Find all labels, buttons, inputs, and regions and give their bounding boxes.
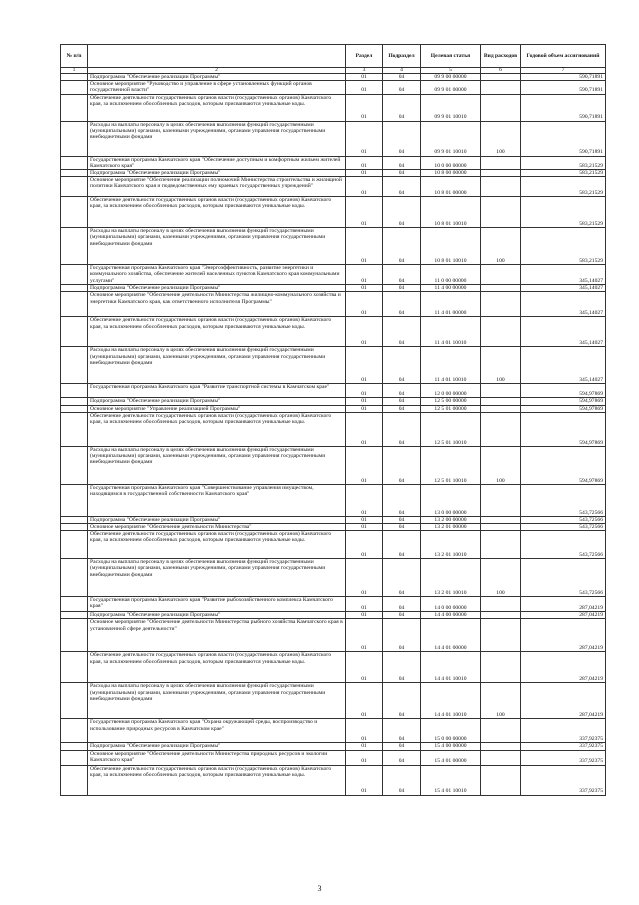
row-subsection: 04 [383,750,421,765]
row-amount: 594,97869 [521,412,606,446]
row-subsection: 04 [383,405,421,412]
row-amount: 345,14027 [521,265,606,285]
row-number [61,446,88,484]
table-row [61,743,606,750]
row-amount: 337,92375 [521,750,606,765]
table-row [61,524,606,531]
row-expense-type [481,292,521,317]
row-section: 01 [346,170,383,177]
row-number [61,719,88,743]
table-row [61,405,606,412]
table-row [61,121,606,156]
row-target: 15 4 01 10010 [421,765,481,795]
row-target: 14 4 01 10010 [421,652,481,683]
row-section: 01 [346,597,383,612]
row-number [61,412,88,446]
row-expense-type [481,484,521,516]
column-number: 4 [383,68,421,74]
row-number [61,765,88,795]
row-target: 12 5 01 10010 [421,412,481,446]
row-name: Расходы на выплаты персоналу в целях обеспечения выполнения функций государственными (муниципальными) органами, казенными учреждениями, органами управления государственными внебюджетными фондами [88,559,346,597]
row-subsection: 04 [383,265,421,285]
row-number [61,81,88,94]
row-name: Государственная программа Камчатского края "Развитие рыбохозяйственного комплекса Камчатского края" [88,597,346,612]
header-name [88,45,346,68]
row-subsection: 04 [383,524,421,531]
row-section: 01 [346,74,383,81]
row-expense-type: 100 [481,559,521,597]
table-row [61,285,606,292]
row-number [61,619,88,652]
row-target: 13 2 00 00000 [421,516,481,523]
row-expense-type [481,750,521,765]
row-target: 10 0 00 00000 [421,156,481,169]
header-num: № п/п [61,45,88,68]
row-number [61,683,88,719]
row-amount: 583,21529 [521,197,606,228]
row-amount: 543,72566 [521,559,606,597]
row-number [61,524,88,531]
row-name: Обеспечение деятельности государственных органов власти (государственных органов) Камчатского края, за исключением обособленных расходов, которым присваиваются уникальные коды. [88,531,346,559]
row-expense-type: 100 [481,121,521,156]
row-number [61,516,88,523]
row-section: 01 [346,412,383,446]
row-number [61,398,88,405]
row-name: Обеспечение деятельности государственных органов власти (государственных органов) Камчатского края, за исключением обособленных расходов, которым присваиваются уникальные коды. [88,197,346,228]
row-name: Основное мероприятие "Обеспечение реализации полномочий Министерства строительства и жилищной политики Камчатского края и подведомственных ему краевых государственных учреждений" [88,177,346,197]
row-subsection: 04 [383,619,421,652]
table-row [61,484,606,516]
row-number [61,292,88,317]
row-section: 01 [346,121,383,156]
row-expense-type [481,265,521,285]
row-expense-type [481,94,521,121]
row-expense-type [481,719,521,743]
table-row [61,81,606,94]
row-section: 01 [346,765,383,795]
row-subsection: 04 [383,683,421,719]
row-section: 01 [346,317,383,347]
row-target: 10 8 01 10010 [421,197,481,228]
row-amount: 337,92375 [521,719,606,743]
row-name: Государственная программа Камчатского края "Развитие транспортной системы в Камчатском крае" [88,384,346,398]
row-subsection: 04 [383,292,421,317]
row-expense-type [481,412,521,446]
row-number [61,597,88,612]
column-number: 1 [61,68,88,74]
row-name: Подпрограмма "Обеспечение реализации Программы" [88,285,346,292]
row-section: 01 [346,743,383,750]
row-number [61,750,88,765]
row-expense-type: 100 [481,228,521,265]
row-amount: 594,97869 [521,405,606,412]
row-section: 01 [346,531,383,559]
row-section: 01 [346,398,383,405]
row-target: 11 0 00 00000 [421,265,481,285]
row-number [61,197,88,228]
table-row [61,531,606,559]
budget-table [60,44,606,796]
table-row [61,750,606,765]
row-number [61,743,88,750]
row-name: Обеспечение деятельности государственных органов власти (государственных органов) Камчатского края, за исключением обособленных расходов, которым присваиваются уникальные коды. [88,412,346,446]
row-name: Расходы на выплаты персоналу в целях обеспечения выполнения функций государственными (муниципальными) органами, казенными учреждениями, органами управления государственными внебюджетными фондами [88,347,346,384]
row-target: 12 0 00 00000 [421,384,481,398]
row-name: Подпрограмма "Обеспечение реализации Программы" [88,516,346,523]
page-number: 3 [317,884,322,893]
row-section: 01 [346,292,383,317]
row-target: 09 9 01 00000 [421,81,481,94]
row-expense-type [481,81,521,94]
row-subsection: 04 [383,74,421,81]
row-expense-type [481,317,521,347]
row-amount: 583,21529 [521,156,606,169]
row-section: 01 [346,524,383,531]
table-row [61,559,606,597]
row-name: Государственная программа Камчатского края "Обеспечение доступным и комфортным жильем жителей Камчатского края" [88,156,346,169]
row-section: 01 [346,750,383,765]
row-number [61,285,88,292]
table-row [61,765,606,795]
row-number [61,177,88,197]
row-target: 12 5 00 00000 [421,398,481,405]
row-expense-type [481,531,521,559]
row-name: Расходы на выплаты персоналу в целях обеспечения выполнения функций государственными (муниципальными) органами, казенными учреждениями, органами управления государственными внебюджетными фондами [88,446,346,484]
table-row [61,516,606,523]
row-name: Подпрограмма "Обеспечение реализации Программы" [88,743,346,750]
row-number [61,384,88,398]
row-section: 01 [346,405,383,412]
row-name: Подпрограмма "Обеспечение реализации Программы" [88,170,346,177]
row-number [61,652,88,683]
row-section: 01 [346,384,383,398]
table-row [61,265,606,285]
row-name: Государственная программа Камчатского края "Совершенствование управления имуществом, находящимся в государственной собственности Камчатского края" [88,484,346,516]
row-amount: 337,92375 [521,743,606,750]
row-section: 01 [346,347,383,384]
row-amount: 345,14027 [521,317,606,347]
row-amount: 594,97869 [521,446,606,484]
row-amount: 345,14027 [521,292,606,317]
row-amount: 287,04219 [521,683,606,719]
row-expense-type [481,177,521,197]
row-amount: 287,04219 [521,597,606,612]
row-target: 14 4 01 00000 [421,619,481,652]
row-subsection: 04 [383,612,421,619]
row-subsection: 04 [383,81,421,94]
row-name: Основное мероприятие "Обеспечение деятельности Министерства" [88,524,346,531]
row-subsection: 04 [383,285,421,292]
row-target: 14 0 00 00000 [421,597,481,612]
row-section: 01 [346,94,383,121]
row-name: Расходы на выплаты персоналу в целях обеспечения выполнения функций государственными (муниципальными) органами, казенными учреждениями, органами управления государственными внебюджетными фондами [88,121,346,156]
row-expense-type: 100 [481,683,521,719]
row-amount: 543,72566 [521,524,606,531]
column-number: 6 [481,68,521,74]
row-subsection: 04 [383,412,421,446]
table-row [61,170,606,177]
row-expense-type [481,197,521,228]
row-name: Обеспечение деятельности государственных органов власти (государственных органов) Камчатского края, за исключением обособленных расходов, которым присваиваются уникальные коды. [88,765,346,795]
row-amount: 590,71891 [521,74,606,81]
row-amount: 590,71891 [521,121,606,156]
row-number [61,531,88,559]
row-number [61,265,88,285]
column-number: 3 [346,68,383,74]
row-subsection: 04 [383,765,421,795]
row-expense-type [481,405,521,412]
row-expense-type [481,652,521,683]
row-subsection: 04 [383,531,421,559]
row-number [61,156,88,169]
row-name: Основное мероприятие "Обеспечение деятельности Министерства жилищно-коммунального хозяйства и энергетики Камчатского края, как ответственного исполнителя Программы" [88,292,346,317]
row-name: Основное мероприятие "Руководство и управление в сфере установленных функций органов государственной власти" [88,81,346,94]
row-amount: 590,71891 [521,81,606,94]
row-target: 13 2 01 10010 [421,559,481,597]
row-target: 09 9 01 10010 [421,121,481,156]
row-target: 13 2 01 10010 [421,531,481,559]
table-row [61,683,606,719]
row-amount: 345,14027 [521,285,606,292]
header-expense-type: Вид расходов [481,45,521,68]
header-subsection: Подраздел [383,45,421,68]
row-name: Подпрограмма "Обеспечение реализации Программы" [88,74,346,81]
row-number [61,559,88,597]
table-row [61,719,606,743]
row-subsection: 04 [383,228,421,265]
row-name: Основное мероприятие "Управление реализацией Программы" [88,405,346,412]
row-target: 13 2 01 00000 [421,524,481,531]
row-target: 15 4 00 00000 [421,743,481,750]
row-expense-type [481,170,521,177]
row-name: Основное мероприятие "Обеспечение деятельности Министерства рыбного хозяйства Камчатского края в установленной сфере деятельности" [88,619,346,652]
row-subsection: 04 [383,743,421,750]
row-subsection: 04 [383,398,421,405]
row-number [61,405,88,412]
row-target: 15 4 01 00000 [421,750,481,765]
table-row [61,612,606,619]
row-section: 01 [346,197,383,228]
table-row [61,597,606,612]
header-target: Целевая статья [421,45,481,68]
row-section: 01 [346,516,383,523]
column-number: 5 [421,68,481,74]
row-expense-type [481,516,521,523]
row-expense-type [481,74,521,81]
table-row [61,412,606,446]
row-name: Государственная программа Камчатского края "Энергоэффективность, развитие энергетики и коммунального хозяйства, обеспечение жителей населенных пунктов Камчатского края коммунальными услугами" [88,265,346,285]
row-number [61,94,88,121]
row-expense-type [481,743,521,750]
row-amount: 583,21529 [521,170,606,177]
row-subsection: 04 [383,170,421,177]
row-section: 01 [346,177,383,197]
row-section: 01 [346,559,383,597]
row-expense-type [481,597,521,612]
row-section: 01 [346,156,383,169]
row-number [61,484,88,516]
row-expense-type [481,398,521,405]
row-amount: 345,14027 [521,347,606,384]
row-target: 15 0 00 00000 [421,719,481,743]
row-amount: 590,71891 [521,94,606,121]
row-target: 10 8 01 10010 [421,228,481,265]
header-amount: Годовой объем ассигнований [521,45,606,68]
row-subsection: 04 [383,317,421,347]
row-name: Расходы на выплаты персоналу в целях обеспечения выполнения функций государственными (муниципальными) органами, казенными учреждениями, органами управления государственными внебюджетными фондами [88,228,346,265]
table-row [61,384,606,398]
row-number [61,347,88,384]
row-expense-type [481,524,521,531]
row-section: 01 [346,619,383,652]
row-amount: 583,21529 [521,228,606,265]
table-row [61,652,606,683]
row-number [61,612,88,619]
row-section: 01 [346,484,383,516]
row-expense-type [481,765,521,795]
row-subsection: 04 [383,516,421,523]
row-subsection: 04 [383,719,421,743]
row-name: Обеспечение деятельности государственных органов власти (государственных органов) Камчатского края, за исключением обособленных расходов, которым присваиваются уникальные коды. [88,317,346,347]
row-amount: 594,97869 [521,398,606,405]
row-target: 11 4 01 10010 [421,347,481,384]
row-name: Подпрограмма "Обеспечение реализации Программы" [88,398,346,405]
row-name: Основное мероприятие "Обеспечение деятельности Министерства природных ресурсов и экологии Камчатского края" [88,750,346,765]
row-amount: 287,04219 [521,619,606,652]
row-expense-type [481,619,521,652]
row-section: 01 [346,446,383,484]
row-expense-type: 100 [481,347,521,384]
row-subsection: 04 [383,156,421,169]
row-target: 10 8 01 00000 [421,177,481,197]
row-target: 14 4 01 10010 [421,683,481,719]
row-target: 12 5 01 10010 [421,446,481,484]
table-row [61,446,606,484]
row-expense-type: 100 [481,446,521,484]
row-subsection: 04 [383,384,421,398]
table-row [61,347,606,384]
row-amount: 287,04219 [521,612,606,619]
row-target: 14 4 00 00000 [421,612,481,619]
row-subsection: 04 [383,446,421,484]
row-name: Расходы на выплаты персоналу в целях обеспечения выполнения функций государственными (муниципальными) органами, казенными учреждениями, органами управления государственными внебюджетными фондами [88,683,346,719]
row-section: 01 [346,652,383,683]
row-section: 01 [346,719,383,743]
row-subsection: 04 [383,347,421,384]
row-amount: 543,72566 [521,484,606,516]
row-amount: 543,72566 [521,531,606,559]
row-expense-type [481,384,521,398]
row-expense-type [481,156,521,169]
column-number: 7 [521,68,606,74]
column-number: 2 [88,68,346,74]
row-name: Обеспечение деятельности государственных органов власти (государственных органов) Камчатского края, за исключением обособленных расходов, которым присваиваются уникальные коды. [88,94,346,121]
row-target: 11 4 01 10010 [421,317,481,347]
row-subsection: 04 [383,484,421,516]
table-row [61,398,606,405]
row-subsection: 04 [383,94,421,121]
row-subsection: 04 [383,121,421,156]
row-amount: 337,92375 [521,765,606,795]
table-row [61,177,606,197]
row-target: 09 9 01 10010 [421,94,481,121]
row-subsection: 04 [383,197,421,228]
row-target: 11 4 00 00000 [421,285,481,292]
row-subsection: 04 [383,559,421,597]
row-target: 09 9 00 00000 [421,74,481,81]
table-header [61,45,606,74]
row-number [61,170,88,177]
table-body [61,74,606,796]
table-row [61,74,606,81]
table-row [61,317,606,347]
row-target: 11 4 01 00000 [421,292,481,317]
row-subsection: 04 [383,597,421,612]
row-amount: 543,72566 [521,516,606,523]
table-row [61,292,606,317]
row-amount: 583,21529 [521,177,606,197]
row-amount: 287,04219 [521,652,606,683]
row-target: 13 0 00 00000 [421,484,481,516]
row-amount: 594,97869 [521,384,606,398]
row-subsection: 04 [383,177,421,197]
row-number [61,317,88,347]
row-name: Подпрограмма "Обеспечение реализации Программы" [88,612,346,619]
row-target: 10 8 00 00000 [421,170,481,177]
row-number [61,121,88,156]
row-name: Государственная программа Камчатского края "Охрана окружающей среды, воспроизводство и использование природных ресурсов в Камчатском крае" [88,719,346,743]
row-expense-type [481,285,521,292]
row-section: 01 [346,683,383,719]
row-section: 01 [346,265,383,285]
row-target: 12 5 01 00000 [421,405,481,412]
row-section: 01 [346,228,383,265]
table-row [61,197,606,228]
row-number [61,228,88,265]
row-subsection: 04 [383,652,421,683]
table-row [61,228,606,265]
table-row [61,94,606,121]
header-section: Раздел [346,45,383,68]
table-row [61,156,606,169]
row-section: 01 [346,612,383,619]
row-expense-type [481,612,521,619]
row-section: 01 [346,285,383,292]
row-name: Обеспечение деятельности государственных органов власти (государственных органов) Камчатского края, за исключением обособленных расходов, которым присваиваются уникальные коды. [88,652,346,683]
row-number [61,74,88,81]
table-row [61,619,606,652]
row-section: 01 [346,81,383,94]
